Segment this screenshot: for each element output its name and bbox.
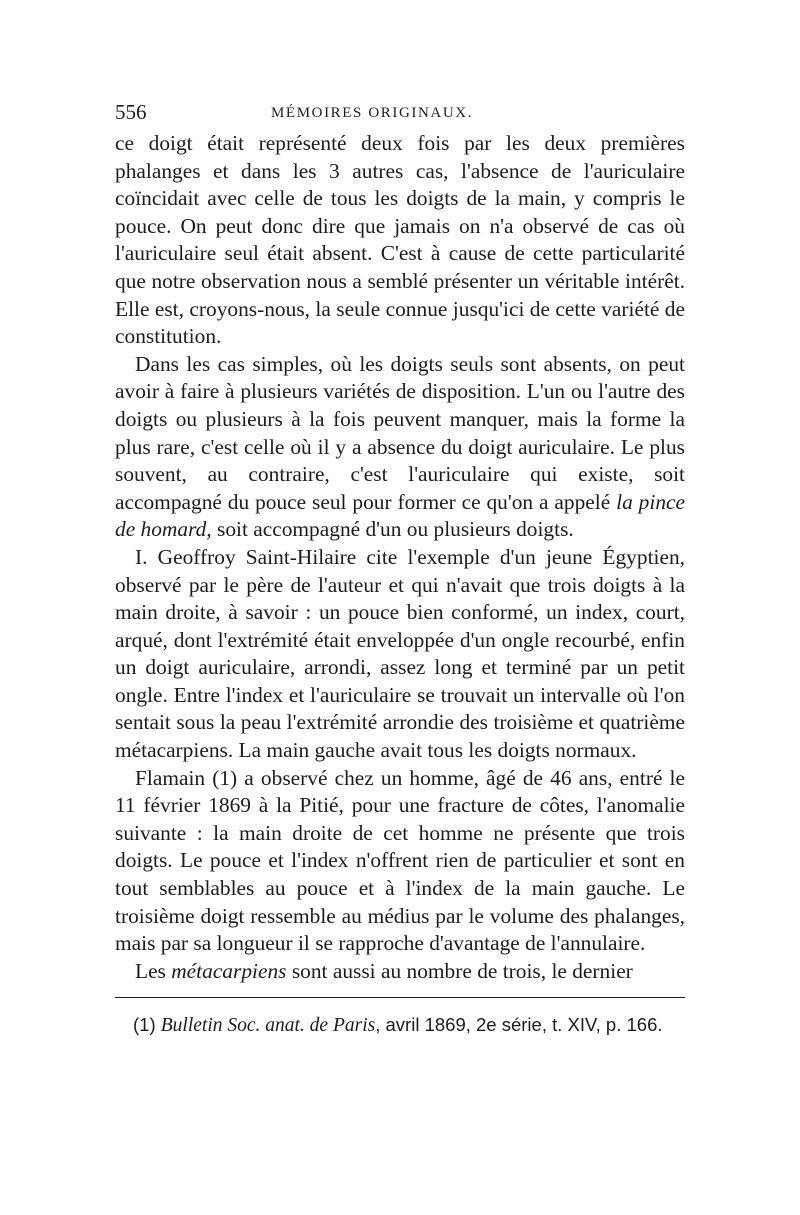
- paragraph-2-text-end: , soit accompagné d'un ou plusieurs doigts.: [206, 517, 574, 542]
- paragraph-5-text-end: sont aussi au nombre de trois, le dernier: [286, 958, 633, 983]
- paragraph-5: [115, 958, 685, 986]
- book-page: [115, 98, 685, 1039]
- running-title: MÉMOIRES ORIGINAUX.: [271, 105, 474, 121]
- paragraph-2: [115, 351, 685, 544]
- paragraph-3: I. Geoffroy Saint-Hilaire cite l'exemple d'un jeune Égyptien, observé par le père de l'auteur et qui n'avait que trois doigts à la main droite, à savoir : un pouce bien conformé, un index, court, arqué, dont l'extrémité était enveloppée d'un ongle recourbé, enfin un doigt auriculaire, arrondi, assez long et terminé par un petit ongle. Entre l'index et l'auriculaire se trouvait un intervalle où l'on sentait sous la peau l'extrémité arrondie des troisième et quatrième métacarpiens. La main gauche avait tous les doigts normaux.: [115, 544, 685, 763]
- footnote-journal-title: Bulletin Soc. anat. de Paris: [160, 1015, 376, 1037]
- footnote-divider: [115, 997, 685, 998]
- body-text: [115, 130, 685, 985]
- footnote: [115, 1012, 685, 1039]
- paragraph-5-text-start: Les: [135, 958, 172, 983]
- running-header: [115, 98, 685, 126]
- footnote-marker: (1): [133, 1014, 161, 1036]
- page-number: 556: [115, 100, 147, 124]
- footnote-reference: , avril 1869, 2e série, t. XIV, p. 166.: [375, 1014, 663, 1036]
- paragraph-2-italic-term: la pince de homard: [115, 489, 685, 542]
- paragraph-5-italic-term: métacarpiens: [171, 958, 287, 983]
- paragraph-2-text-start: Dans les cas simples, où les doigts seuls sont absents, on peut avoir à faire à plusieurs variétés de disposition. L'un ou l'autre des doigts ou plusieurs à la fois peuvent manquer, mais la forme la plus rare, c'est celle où il y a absence du doigt auriculaire. Le plus souvent, au contraire, c'est l'auriculaire qui existe, soit accompagné du pouce seul pour former ce qu'on a appelé: [115, 351, 685, 514]
- paragraph-1: ce doigt était représenté deux fois par les deux premières phalanges et dans les 3 autres cas, l'absence de l'auriculaire coïncidait avec celle de tous les doigts de la main, y compris le pouce. On peut donc dire que jamais on n'a observé de cas où l'auriculaire seul était absent. C'est à cause de cette particularité que notre observation nous a semblé présenter un véritable intérêt. Elle est, croyons-nous, la seule connue jusqu'ici de cette variété de constitution.: [115, 131, 685, 349]
- paragraph-4: Flamain (1) a observé chez un homme, âgé de 46 ans, entré le 11 février 1869 à la Pitié, pour une fracture de côtes, l'anomalie suivante : la main droite de cet homme ne présente que trois doigts. Le pouce et l'index n'offrent rien de particulier et sont en tout semblables au pouce et à l'index de la main gauche. Le troisième doigt ressemble au médius par le volume des phalanges, mais par sa longueur il se rapproche d'avantage de l'annulaire.: [115, 765, 685, 956]
